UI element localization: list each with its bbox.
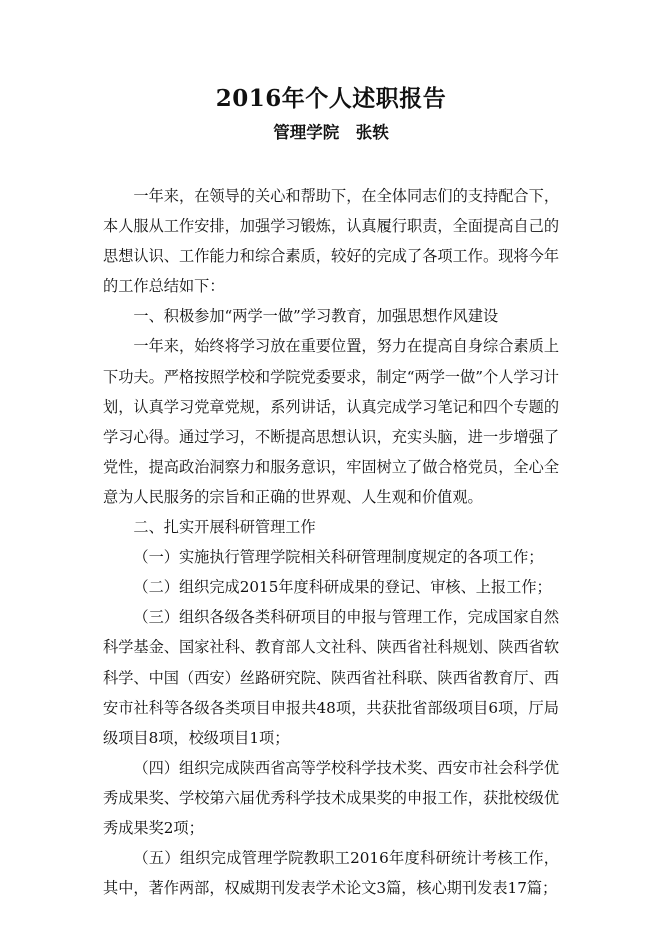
list-item: （三）组织各级各类科研项目的申报与管理工作，完成国家自然科学基金、国家社科、教育部人文社科、陕西省社科规划、陕西省软科学、中国（西安）丝路研究院、陕西省社科联、陕西省教育厅、西安市社科等各级各类项目申报共48项，共获批省部级项目6项，厅局级项目8项，校级项目1项； bbox=[103, 608, 559, 747]
list-item: （一）实施执行管理学院相关科研管理制度规定的各项工作； bbox=[133, 548, 544, 567]
list-item: （五）组织完成管理学院教职工2016年度科研统计考核工作，其中，著作两部，权威期刊发表学术论文3篇，核心期刊发表17篇； bbox=[103, 849, 559, 898]
document-title: 2016年个人述职报告 bbox=[215, 85, 447, 112]
section-heading-1: 一、积极参加“两学一做”学习教育，加强思想作风建设 bbox=[133, 307, 499, 326]
intro-paragraph: 一年来，在领导的关心和帮助下，在全体同志们的支持配合下，本人服从工作安排，加强学习锻炼，认真履行职责，全面提高自己的思想认识、工作能力和综合素质，较好的完成了各项工作。现将今年的工作总结如下： bbox=[103, 187, 559, 296]
document-body bbox=[103, 181, 559, 903]
list-item: （四）组织完成陕西省高等学校科学技术奖、西安市社会科学优秀成果奖、学校第六届优秀科学技术成果奖的申报工作，获批校级优秀成果奖2项； bbox=[103, 758, 559, 837]
section-heading-2: 二、扎实开展科研管理工作 bbox=[133, 518, 316, 537]
author-line: 管理学院 张轶 bbox=[273, 123, 389, 142]
body-paragraph: 一年来，始终将学习放在重要位置，努力在提高自身综合素质上下功夫。严格按照学校和学院党委要求，制定“两学一做”个人学习计划，认真学习党章党规，系列讲话，认真完成学习笔记和四个专题的学习心得。通过学习，不断提高思想认识，充实头脑，进一步增强了党性，提高政治洞察力和服务意识，牢固树立了做合格党员，全心全意为人民服务的宗旨和正确的世界观、人生观和价值观。 bbox=[103, 337, 559, 506]
list-item: （二）组织完成2015年度科研成果的登记、审核、上报工作； bbox=[133, 578, 552, 597]
